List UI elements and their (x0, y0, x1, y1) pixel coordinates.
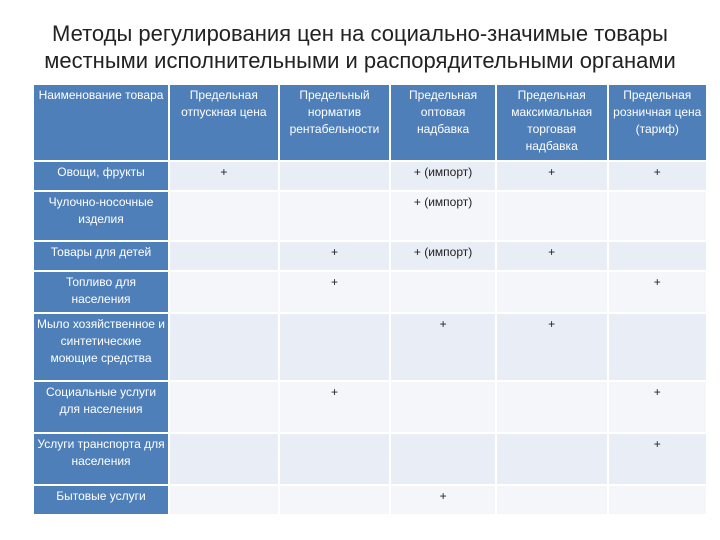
table-row (34, 272, 706, 312)
table-cell: + (609, 162, 706, 190)
table-cell (170, 382, 278, 432)
table-cell: + (391, 486, 495, 514)
table-row (34, 162, 706, 190)
header-max-trade-markup: Предельная максимальная торговая надбавка (497, 85, 607, 160)
header-product-name: Наименование товара (34, 85, 168, 160)
table-cell (280, 314, 390, 380)
title-line-2: местными исполнительными и распорядительными органами (44, 48, 676, 73)
table-cell (280, 434, 390, 484)
table-cell (391, 382, 495, 432)
table-cell: + (280, 382, 390, 432)
table-cell (497, 192, 607, 240)
table-cell: + (импорт) (391, 162, 495, 190)
table-cell (280, 162, 390, 190)
table-cell (609, 242, 706, 270)
table-row (34, 434, 706, 484)
table-cell (280, 192, 390, 240)
price-regulation-table (32, 83, 708, 516)
table-cell (497, 382, 607, 432)
table-header-row (34, 85, 706, 160)
row-label: Чулочно-носочные изделия (34, 192, 168, 240)
row-label: Социальные услуги для населения (34, 382, 168, 432)
table-cell: + (497, 314, 607, 380)
table-cell (170, 486, 278, 514)
table-cell (170, 242, 278, 270)
table-cell (280, 486, 390, 514)
table-cell: + (импорт) (391, 192, 495, 240)
table-cell: + (609, 382, 706, 432)
table-cell: + (280, 272, 390, 312)
table-cell (609, 192, 706, 240)
table-cell (170, 434, 278, 484)
header-profitability-norm: Предельный норматив рентабельности (280, 85, 390, 160)
table-cell (170, 314, 278, 380)
table-cell: + (609, 272, 706, 312)
row-label: Мыло хозяйственное и синтетические моющие средства (34, 314, 168, 380)
table-cell (391, 272, 495, 312)
table-cell (170, 192, 278, 240)
table-cell (391, 434, 495, 484)
table-cell (497, 486, 607, 514)
table-cell: + (609, 434, 706, 484)
row-label: Товары для детей (34, 242, 168, 270)
table-cell: + (497, 162, 607, 190)
table-cell: + (170, 162, 278, 190)
table-row (34, 192, 706, 240)
table-row (34, 382, 706, 432)
table-cell (170, 272, 278, 312)
slide-title (0, 20, 720, 74)
table-cell (497, 272, 607, 312)
row-label: Бытовые услуги (34, 486, 168, 514)
title-line-1: Методы регулирования цен на социально-значимые товары (52, 21, 668, 46)
table-cell: + (импорт) (391, 242, 495, 270)
table-row (34, 242, 706, 270)
header-retail-price: Предельная розничная цена (тариф) (609, 85, 706, 160)
row-label: Овощи, фрукты (34, 162, 168, 190)
table-cell: + (280, 242, 390, 270)
table-cell: + (391, 314, 495, 380)
row-label: Топливо для населения (34, 272, 168, 312)
table-cell (609, 486, 706, 514)
row-label: Услуги транспорта для населения (34, 434, 168, 484)
table-row (34, 314, 706, 380)
table-row (34, 486, 706, 514)
table-cell (497, 434, 607, 484)
header-max-selling-price: Предельная отпускная цена (170, 85, 278, 160)
header-wholesale-markup: Предельная оптовая надбавка (391, 85, 495, 160)
table-cell (609, 314, 706, 380)
table-cell: + (497, 242, 607, 270)
